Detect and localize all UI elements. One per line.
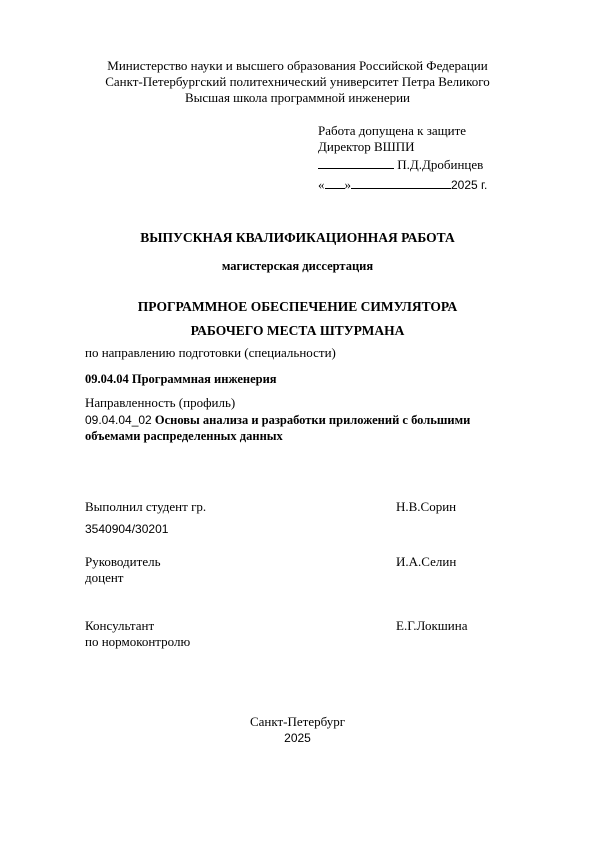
director-name: П.Д.Дробинцев [397,157,484,172]
profile-line1 [85,412,470,428]
work-title-line2: РАБОЧЕГО МЕСТА ШТУРМАНА [190,323,405,338]
director-title: Директор ВШПИ [318,139,415,154]
month-blank [351,177,451,189]
supervisor-label: Руководитель [85,554,161,569]
approval-date-row [318,177,487,193]
direction-label: по направлению подготовки (специальности) [85,345,336,360]
profile-name-line2: объемами распределенных данных [85,429,283,443]
student-group: 3540904/30201 [85,522,169,536]
approval-year: 2025 г. [451,178,488,192]
student-name: Н.В.Сорин [396,499,457,514]
profile-name-line1: Основы анализа и разработки приложений с большими [154,413,471,427]
day-blank [325,177,345,189]
consultant-role: по нормоконтролю [85,634,191,649]
consultant-name: Е.Г.Локшина [396,618,468,633]
school-line: Высшая школа программной инженерии [185,90,410,105]
consultant-label: Консультант [85,618,155,633]
university-line: Санкт-Петербургский политехнический университет Петра Великого [105,74,490,89]
direction-value: 09.04.04 Программная инженерия [85,372,277,386]
footer-city: Санкт-Петербург [249,714,346,729]
work-subtype: магистерская диссертация [221,259,374,273]
approval-line: Работа допущена к защите [318,123,467,138]
signature-line [318,157,394,169]
profile-code: 09.04.04_02 [85,413,152,427]
director-signature-row [318,157,483,173]
student-label: Выполнил студент гр. [85,499,207,514]
date-quote-close: » [344,177,351,192]
supervisor-name: И.А.Селин [396,554,457,569]
supervisor-title: доцент [85,570,124,585]
footer-year: 2025 [284,731,311,745]
date-quote-open: « [318,177,325,192]
work-title-line1: ПРОГРАММНОЕ ОБЕСПЕЧЕНИЕ СИМУЛЯТОРА [137,299,458,314]
work-type: ВЫПУСКНАЯ КВАЛИФИКАЦИОННАЯ РАБОТА [140,230,455,245]
profile-label: Направленность (профиль) [85,395,236,410]
ministry-line: Министерство науки и высшего образования Российской Федерации [107,58,488,73]
